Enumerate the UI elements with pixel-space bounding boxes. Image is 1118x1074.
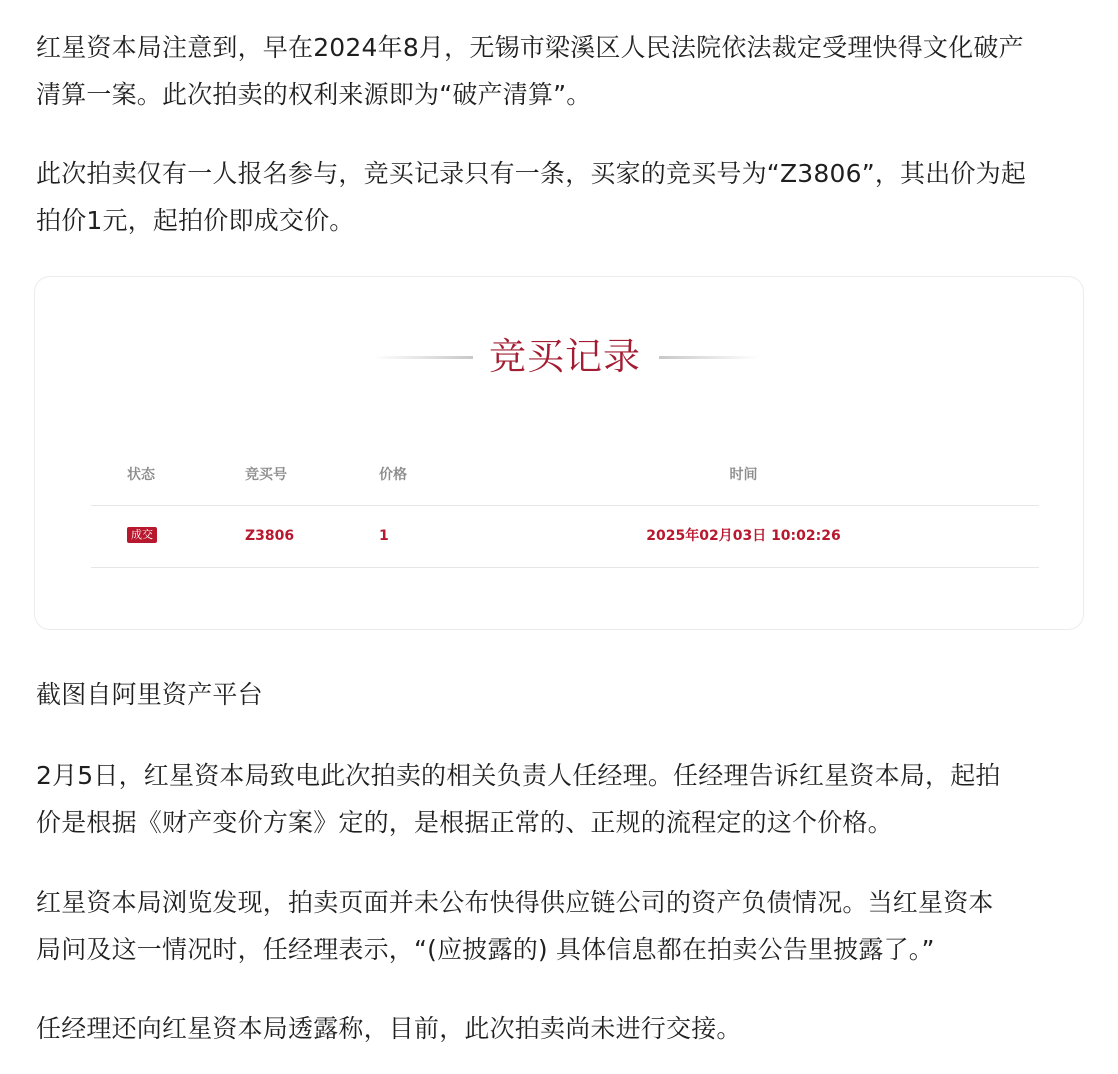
paragraph-auction-source [36, 24, 1086, 118]
paragraph-line: 局问及这一情况时，任经理表示，“(应披露的) 具体信息都在拍卖公告里披露了。” [36, 935, 935, 964]
table-header-row [91, 445, 1039, 506]
paragraph-line: 2月5日，红星资本局致电此次拍卖的相关负责人任经理。任经理告诉红星资本局，起拍 [36, 761, 1001, 790]
bid-record-screenshot [34, 276, 1084, 630]
column-header-price: 价格 [379, 467, 407, 483]
time-cell: 2025年02月03日 10:02:26 [646, 528, 841, 544]
bid-number-cell: Z3806 [245, 528, 295, 544]
bid-record-header [35, 329, 1083, 385]
table-row [91, 506, 1039, 568]
paragraph-line: 红星资本局浏览发现，拍卖页面并未公布快得供应链公司的资产负债情况。当红星资本 [36, 888, 994, 917]
paragraph-handover: 任经理还向红星资本局透露称，目前，此次拍卖尚未进行交接。 [36, 1014, 742, 1043]
bid-record-title: 竞买记录 [489, 335, 641, 378]
image-caption: 截图自阿里资产平台 [36, 680, 263, 709]
column-header-time: 时间 [729, 467, 758, 483]
bid-record-table [91, 445, 1039, 568]
price-cell: 1 [379, 528, 389, 544]
paragraph-single-bidder [36, 150, 1086, 244]
title-divider-left [373, 356, 473, 359]
paragraph-line: 红星资本局注意到，早在2024年8月，无锡市梁溪区人民法院依法裁定受理快得文化破产 [36, 33, 1024, 62]
paragraph-line: 价是根据《财产变价方案》定的，是根据正常的、正规的流程定的这个价格。 [36, 808, 893, 837]
status-badge: 成交 [127, 527, 157, 543]
column-header-status: 状态 [127, 467, 155, 483]
title-divider-right [659, 356, 759, 359]
status-cell [127, 506, 157, 566]
paragraph-line: 清算一案。此次拍卖的权利来源即为“破产清算”。 [36, 80, 592, 109]
paragraph-line: 此次拍卖仅有一人报名参与，竞买记录只有一条，买家的竞买号为“Z3806”，其出价为起 [36, 159, 1027, 188]
paragraph-line: 拍价1元，起拍价即成交价。 [36, 206, 355, 235]
column-header-bid-number: 竞买号 [245, 467, 287, 483]
paragraph-disclosure [36, 879, 1086, 973]
paragraph-phone-call [36, 752, 1086, 846]
